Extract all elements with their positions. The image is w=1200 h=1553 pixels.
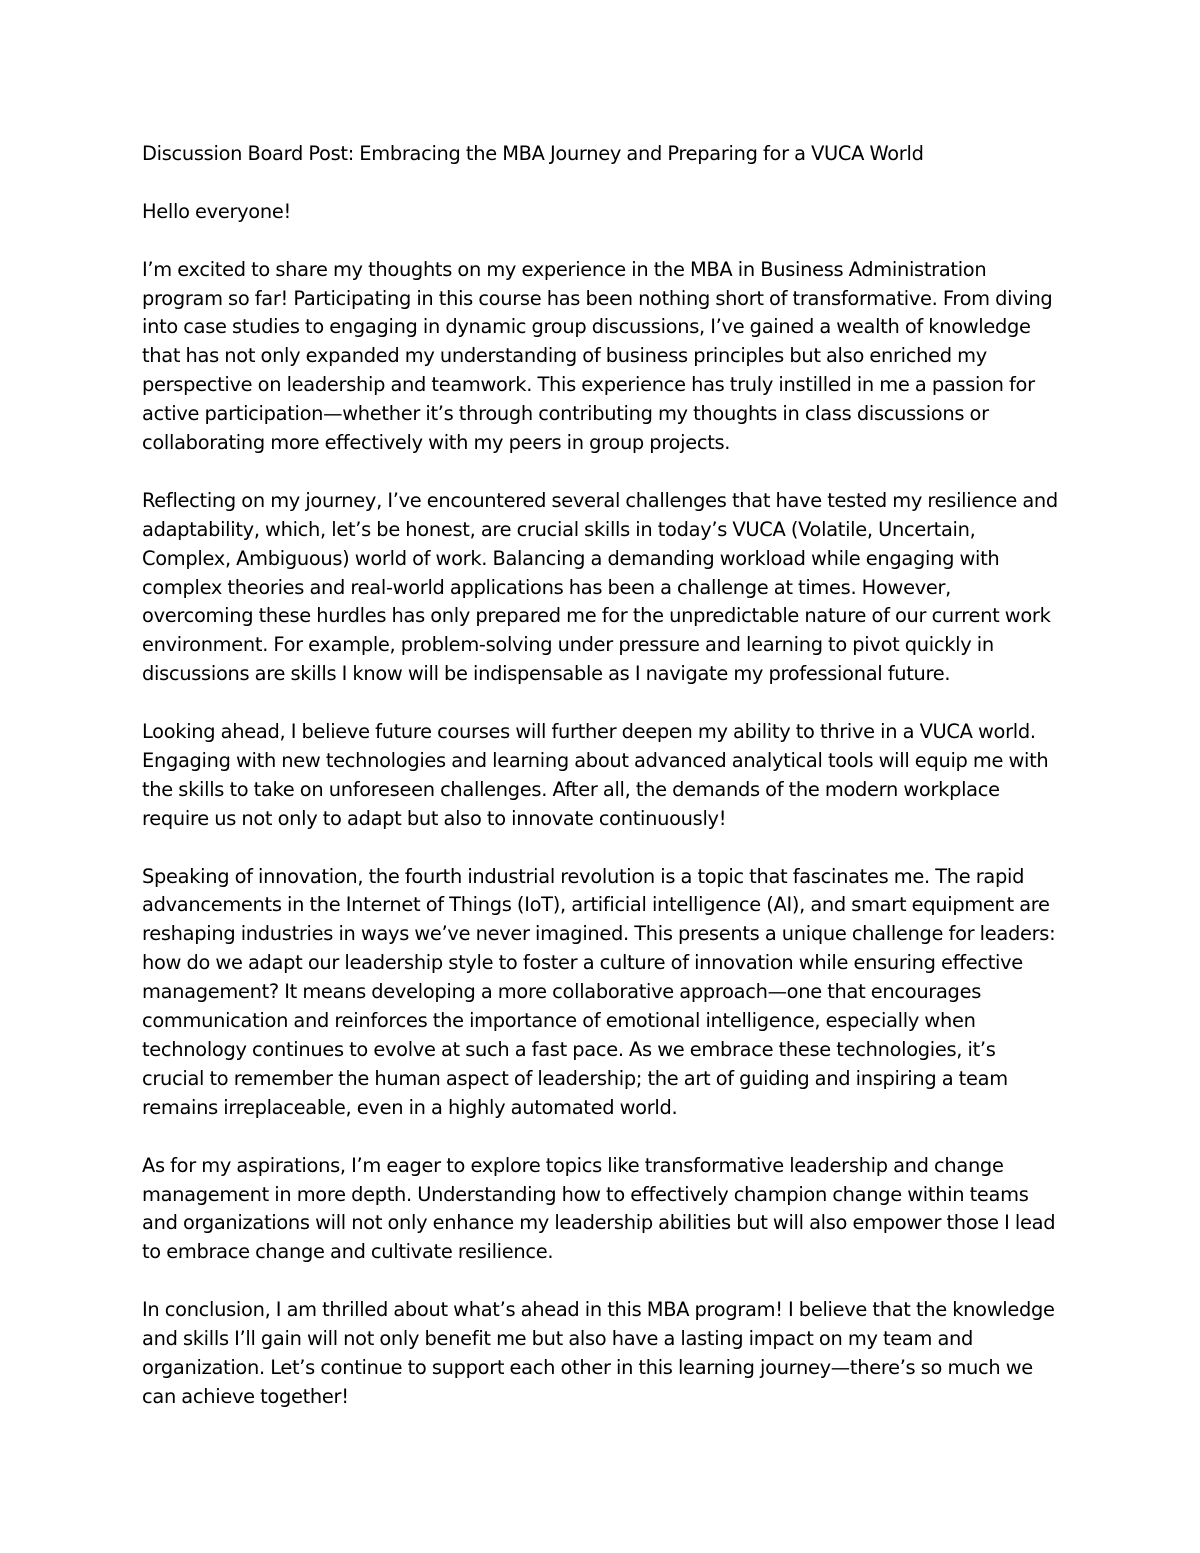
document-body xyxy=(142,140,1062,1441)
paragraph-experience: I’m excited to share my thoughts on my experience in the MBA in Business Administration program so far! Participating in this course has been nothing short of transformative. From diving into case studies to engaging in dynamic group discussions, I’ve gained a wealth of knowledge that has not only expanded my understanding of business principles but also enriched my perspective on leadership and teamwork. This experience has truly instilled in me a passion for active participation—whether it’s through contributing my thoughts in class discussions or collaborating more effectively with my peers in group projects. xyxy=(142,257,1053,455)
paragraph-innovation: Speaking of innovation, the fourth industrial revolution is a topic that fascinates me. The rapid advancements in the Internet of Things (IoT), artificial intelligence (AI), and smart equipment are reshaping industries in ways we’ve never imagined. This presents a unique challenge for leaders: how do we adapt our leadership style to foster a culture of innovation while ensuring effective management? It means developing a more collaborative approach—one that encourages communication and reinforces the importance of emotional intelligence, especially when technology continues to evolve at such a fast pace. As we embrace these technologies, it’s crucial to remember the human aspect of leadership; the art of guiding and inspiring a team remains irreplaceable, even in a highly automated world. xyxy=(142,864,1056,1119)
greeting: Hello everyone! xyxy=(142,199,291,223)
paragraph-aspirations: As for my aspirations, I’m eager to explore topics like transformative leadership and change management in more depth. Understanding how to effectively champion change within teams and organizations will not only enhance my leadership abilities but will also empower those I lead to embrace change and cultivate resilience. xyxy=(142,1153,1056,1264)
paragraph-future-courses: Looking ahead, I believe future courses will further deepen my ability to thrive in a VUCA world. Engaging with new technologies and learning about advanced analytical tools will equip me with the skills to take on unforeseen challenges. After all, the demands of the modern workplace require us not only to adapt but also to innovate continuously! xyxy=(142,720,1049,830)
post-title: Discussion Board Post: Embracing the MBA Journey and Preparing for a VUCA World xyxy=(142,142,924,165)
paragraph-challenges: Reflecting on my journey, I’ve encountered several challenges that have tested my resilience and adaptability, which, let’s be honest, are crucial skills in today’s VUCA (Volatile, Uncertain, Complex, Ambiguous) world of work. Balancing a demanding workload while engaging with complex theories and real-world applications has been a challenge at times. However, overcoming these hurdles has only prepared me for the unpredictable nature of our current work environment. For example, problem-solving under pressure and learning to pivot quickly in discussions are skills I know will be indispensable as I navigate my professional future. xyxy=(142,488,1058,686)
paragraph-conclusion: In conclusion, I am thrilled about what’s ahead in this MBA program! I believe that the knowledge and skills I’ll gain will not only benefit me but also have a lasting impact on my team and organization. Let’s continue to support each other in this learning journey—there’s so much we can achieve together! xyxy=(142,1298,1055,1408)
